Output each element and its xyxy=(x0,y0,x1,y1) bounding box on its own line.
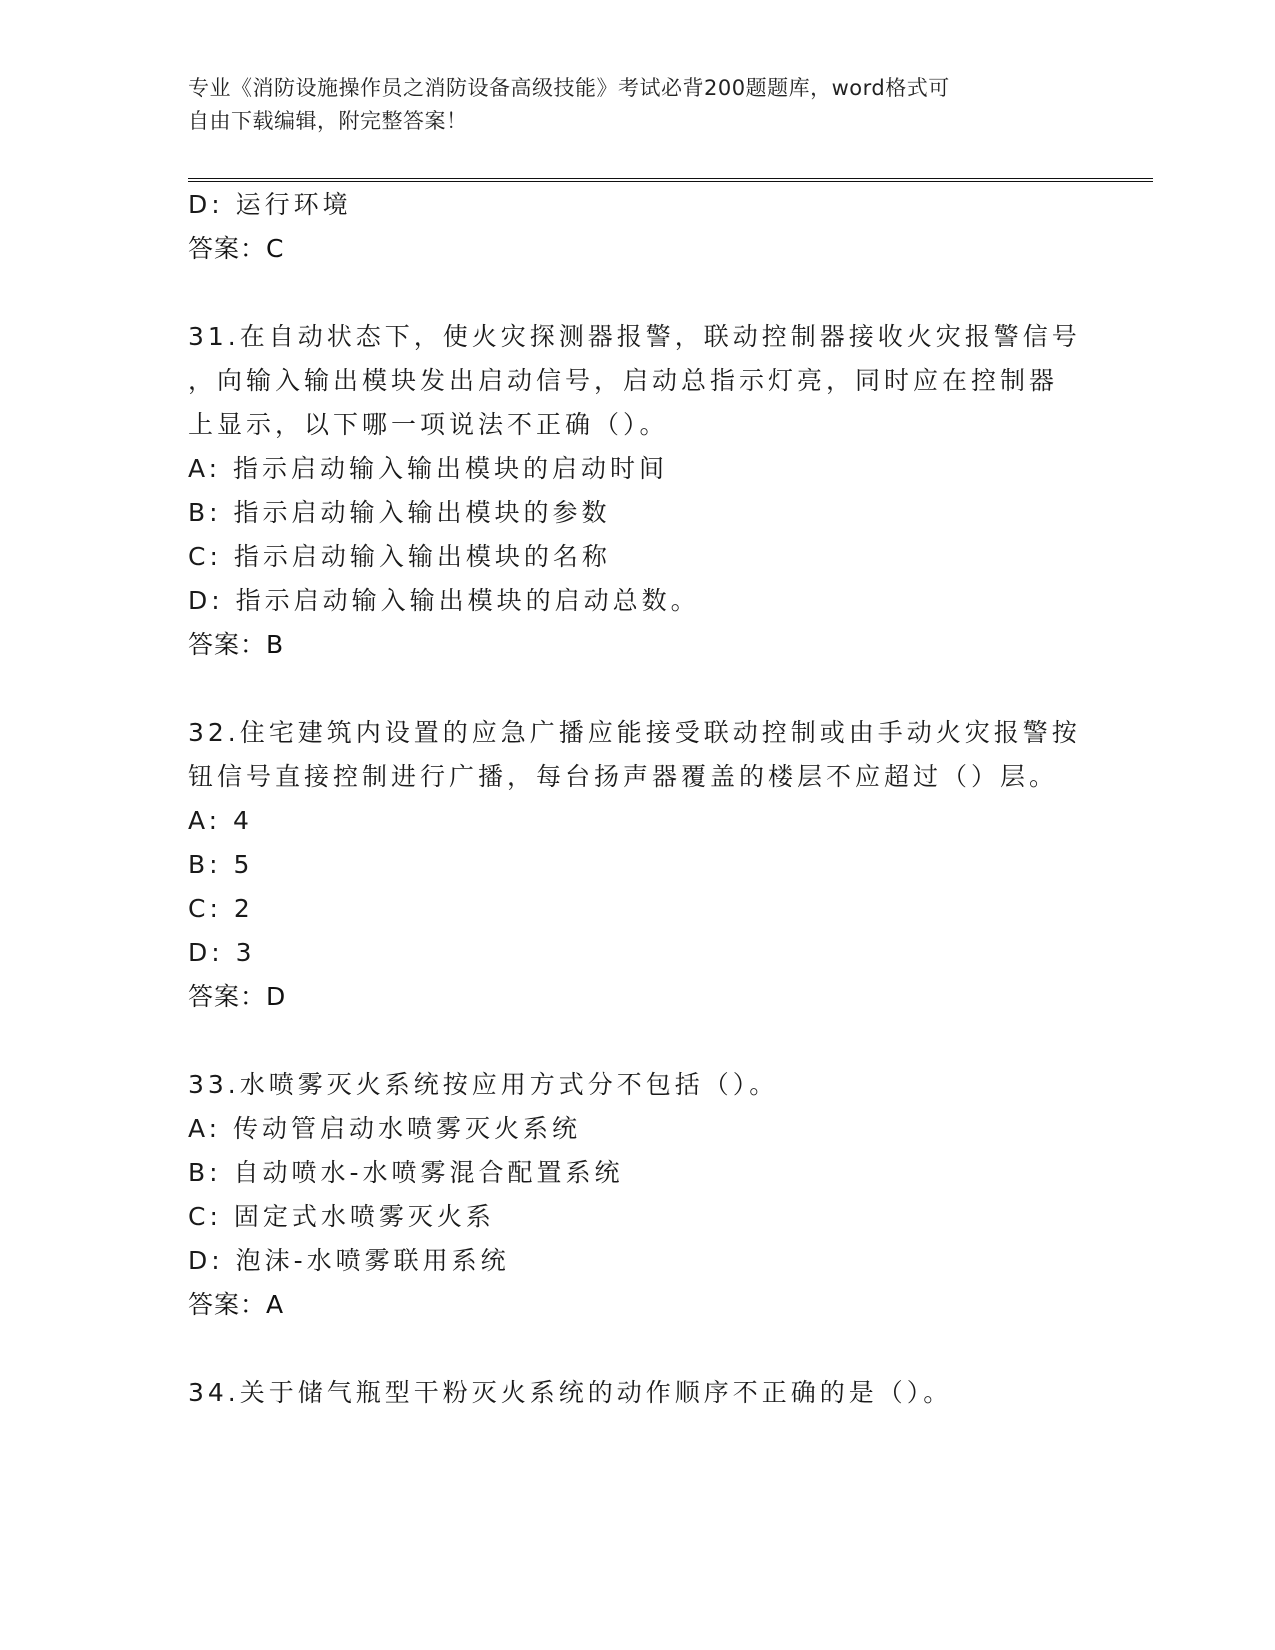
question-32-option-c: C: 2 xyxy=(188,894,254,923)
question-31-text-line-1: 31.在自动状态下，使火灾探测器报警，联动控制器接收火灾报警信号 xyxy=(188,322,1081,351)
header-title-line-1: 专业《消防设施操作员之消防设备高级技能》考试必背200题题库，word格式可 xyxy=(188,76,950,100)
question-34-text-line-1: 34.关于储气瓶型干粉灭火系统的动作顺序不正确的是（）。 xyxy=(188,1378,953,1407)
question-33-option-b: B: 自动喷水-水喷雾混合配置系统 xyxy=(188,1158,624,1187)
question-31-option-d: D: 指示启动输入输出模块的启动总数。 xyxy=(188,586,700,615)
question-32-option-a: A: 4 xyxy=(188,806,253,835)
question-33-text-line-1: 33.水喷雾灭火系统按应用方式分不包括（）。 xyxy=(188,1070,779,1099)
question-32-option-d: D: 3 xyxy=(188,938,256,967)
question-33-option-d: D: 泡沫-水喷雾联用系统 xyxy=(188,1246,510,1275)
question-32-option-b: B: 5 xyxy=(188,850,254,879)
question-33-answer: 答案：A xyxy=(188,1290,285,1319)
question-33-option-a: A: 传动管启动水喷雾灭火系统 xyxy=(188,1114,582,1143)
carryover-option-d: D: 运行环境 xyxy=(188,190,352,219)
header-divider xyxy=(188,178,1153,182)
question-31-text-line-2: ，向输入输出模块发出启动信号，启动总指示灯亮，同时应在控制器 xyxy=(188,366,1059,395)
question-31-option-a: A: 指示启动输入输出模块的启动时间 xyxy=(188,454,669,483)
question-32-answer: 答案：D xyxy=(188,982,287,1011)
question-31-option-b: B: 指示启动输入输出模块的参数 xyxy=(188,498,611,527)
question-31-option-c: C: 指示启动输入输出模块的名称 xyxy=(188,542,611,571)
question-32-text-line-2: 钮信号直接控制进行广播，每台扬声器覆盖的楼层不应超过（）层。 xyxy=(188,762,1059,791)
document-header xyxy=(188,72,1078,138)
question-32-text-line-1: 32.住宅建筑内设置的应急广播应能接受联动控制或由手动火灾报警按 xyxy=(188,718,1081,747)
header-title-line-2: 自由下载编辑，附完整答案！ xyxy=(188,109,468,133)
question-31-text-line-3: 上显示，以下哪一项说法不正确（）。 xyxy=(188,410,669,439)
question-31-answer: 答案：B xyxy=(188,630,285,659)
question-33-option-c: C: 固定式水喷雾灭火系 xyxy=(188,1202,495,1231)
carryover-answer: 答案：C xyxy=(188,234,285,263)
